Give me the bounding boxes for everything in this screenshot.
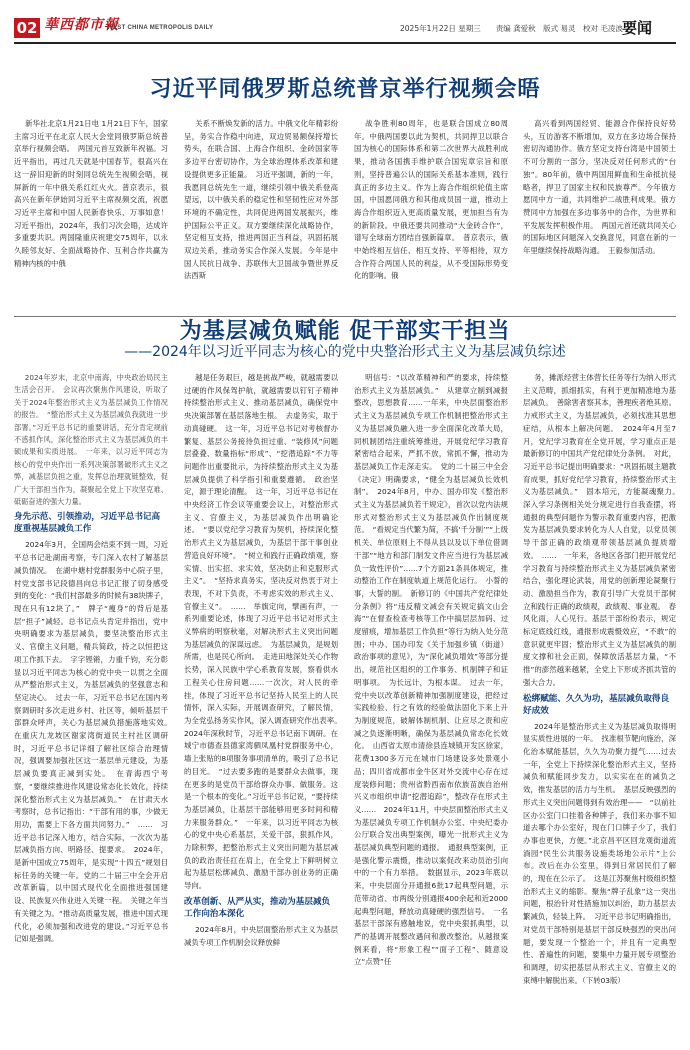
story2-headline: 为基层减负赋能 促干部实干担当	[179, 319, 511, 344]
story2-column-2	[184, 372, 346, 1034]
masthead	[0, 0, 690, 42]
story1-column-4	[523, 118, 676, 314]
section-label: 要闻	[622, 19, 653, 37]
story2-text-1: 2024年3月，全国两会结束不到一周，习近平总书记赴湖南考察，专门深入农村了解基层减负情况。 在湖中塘村党群服务中心院子里，村党支部书记段德昌向总书记汇报了切身感受到的变化：“我们村部最多的时候有38块牌子，现在只有12块了。” 牌子“瘦身”的背后是基层“担子”减轻。总书记点头肯定并指出，党中央明确要求为基层减负，要坚决整治形式主义、官僚主义问题，精兵简政，持之以恒把这项工作抓下去。 字字铿锵，力重千钧，充分彰显以习近平同志为核心的党中央一以贯之全面从严整治形式主义，为基层减负的坚强意志和坚定决心。 过去一年，习近平总书记在国内考察调研时多次走进乡村、社区等，倾听基层干部群众呼声，关心为基层减负措施落地实效。 在重庆九龙坡区谢家湾街道民主村社区调研时，习近平总书记详细了解社区综合治理情况，强调要加强社区这一基层单元建设，为基层减负要真正减到实处。 在青海西宁考察，“要继续推进作风建设常态化长效化，持续深化整治形式主义为基层减负。” 在甘肃天水考察时，总书记指出：“干部有用的事，少做无用功，需要上下各方面共同努力。” …… 习近平总书记深入地方，结合实际，一次次为基层减负指方向、明路径、提要求。 2024年，是新中国成立75周年，是实现“十四五”规划目标任务的关键一年。党的二十届三中全会开启改革新篇，以中国式现代化全面推进强国建设、民族复兴伟业进入关键一程。 关键之年当有关键之为。“推动高质量发展，推进中国式现代化，必须加强和改进党的建设。”习近平总书记如是强调。	[14, 540, 176, 944]
story2-lead: 2024年岁末，北京中南海，中央政治局民主生活会召开。 会议再次聚焦作风建设，听取了关于2024年整治形式主义为基层减负工作情况的报告。 “整治形式主义为基层减负我就进一步部署。”习近平总书记的重要讲话，充分肯定规前不惑抓作风，深化整治形式主义为基层减负的丰硕成果和实质进展。 一年来，以习近平同志为核心的党中央作出一系列决策部署破形式主义之弊，减基层负担之重，发挥总治理就链整效，促广大干部担当作为，凝聚起全党上下攻坚克难、砥砺奋进的强大力量。	[14, 373, 168, 507]
story1-text-4: 高兴看到两国经贸、能源合作保持良好势头，互访游客不断增加，双方在多边场合保持密切沟通协作。俄方坚定支持台湾是中国领土不可分割的一部分，坚决反对任何形式的“台独”。80年前，俄中两国用鲜血和生命抵抗侵略者，捍卫了国家主权和民族尊严。今年俄方愿同中方一道，共同维护二战胜利成果。俄方赞同中方加强在多边事务中的合作，为世界和平发展发挥积极作用。 两国元首还就共同关心的国际地区问题深入交换意见，同意在新的一年里继续保持战略沟通。 王毅参加活动。	[523, 119, 676, 256]
section-heading-3: 松绑赋能、久久为功，基层减负取得良好成效	[523, 693, 670, 716]
story2-subheadline: ——2024年以习近平同志为核心的党中央整治形式主义为基层减负综述	[124, 344, 566, 360]
story2-text-3: 明信号：“以改革精神和严的要求，持续整治形式主义为基层减负。” 从建章立制到减报整改，思想教育……一年来，中央层面整治形式主义为基层减负专项工作机制把整治形式主义为基层减负融入进一步全面深化改革大局，同机制团结注重统筹推进，开展党纪学习教育紧密结合起来，严抓不放，常抓不懈，推动为基层减负工作走深走实。 党的二十届三中全会《决定》明确要求，“健全为基层减负长效机制”。 2024年8月，中办、国办印发《整治形式主义为基层减负若干规定》，首次以党内法规形式对整治形式主义为基层减负作出制度规范。 “看规定当代繁为简，不搞‘千分制’”“上级机关、单位原则上不得从县以及以下单位借调干部”“地方和部门制发文件应当进行为基层减负一致性评价”……7个方面21条具体规定，推动整治工作在制度轨道上规范化运行。 小誓的事，大誓的制。 新修订的《中国共产党纪律处分条例》将“违反精文减会有关规定搞文山会海”“在督查检查考核等工作中搞层层加码、过度留痕，增加基层工作负担”等行为纳入处分范围；中办、国办印发《关于加强乡镇（街道）政治事项的意见》，为“深化减负增效”等部分提出，规范社区组织的工作事务、机制牌子和证明事项。 为长远计，为根本谋。 过去一年，党中央以改革创新精神加强制度建设，把经过实践检验、行之有效的经验做法固化下来上升为制度规范，破解体制机制、让应尽之责和应减之负逐渐明晰，确保为基层减负常态化长效化。 山西省太原市清徐县连城镇开发区徐家，花费1300多万元在城市门场建设多处景观小品；四川省成都市金牛区对外交流中心存在过度装修问题；贵州省黔西南布依族苗族自治州兴义市组织申请“挖潜追踪”，整改存在形式主义…… 2024年11月，中央层面整治形式主义为基层减负专项工作机制办公室、中央纪委办公厅联合发出典型案例，曝光一批形式主义为基层减负典型问题的通报。 通报典型案例，正是强化警示震慑，推动以案促改来动员治引向中的一个有力举措。 数据显示，2023年底以来，中央层面分开通报6批17起典型问题，示范带动省、市两级分别通报400余起和近2000起典型问题，释放动真碰硬的强烈信号。 一名基层干部深有感触地说，党中央狠抓典型，以严的基调开展整改遇问和激改整治。从越报案例来看，将“形象工程”“面子工程”、随意设立“点赞”任	[354, 373, 508, 967]
story1-text-1: 新华社北京1月21日电 1月21日下午，国家主席习近平在北京人民大会堂同俄罗斯总统普京举行视频会晤。 两国元首互致新年祝福。习近平指出，再过几天就是中国春节，很高兴在这一辞旧迎新的时刻同总统先生视频会晤，视屏新的一年中俄关系红红火火。普京表示，很高兴在新年伊始同习近平主席视频交流，祝愿习近平主席和中国人民新春快乐、万事如意！ 习近平指出，2024年，我们习次会晤，达成许多重要共识。两国隆重庆祝建交75周年，以永久睦邻友好、全面战略协作、互利合作共赢为精神内核的中俄	[14, 119, 176, 268]
story2-text-4b: 2024年是整治形式主义为基层减负取得明显实质性进展的一年。 找准根节靶向施治，深化治本赋能基层，久久为功聚力提气……过去一年，全党上下持续深化整治形式主义，坚持减负和赋能同步发力，以实实在在的减负之效，推发基层的活力与生机。 基层反映强烈的形式主义突出问题得到有效治理—— “以前社区办公室门口挂着各种牌子，我们来办事不知道去哪个办公室好，现在门口牌子少了，我们办事也更快，方便。”北京昌平区回龙观街道流淌园“民生公共服务设施类场地公示片”上公布。改后在办公室里，得到日常居民们了解的，现在在公示了。 这是江苏聚焦村级组织整治形式主义的缩影。聚焦“牌子乱象”这一突出问题，根治针对性措施加以纠治，助力基层去繁减负，轻装上阵。 习近平总书记明确指出，对党员干部特别是基层干部反映强烈的突出问题，要发现一个整治一个，并且有一定典型性、普遍性的问题，要集中力量开展专项整治和调理，切实把基层从形式主义、官僚主义的束缚中解脱出来。（下转03版）	[523, 721, 676, 985]
story-divider	[14, 316, 676, 317]
story2-column-1	[14, 372, 176, 1034]
story1-column-1	[14, 118, 176, 314]
header-rule	[14, 42, 676, 44]
newspaper-logo-english: WEST CHINA METROPOLIS DAILY	[107, 25, 214, 31]
story2-text-2b: 2024年8月，中央层面整治形式主义为基层减负专项工作机制会议释放鲜	[184, 924, 338, 947]
story1-headline: 习近平同俄罗斯总统普京举行视频会晤	[149, 77, 541, 102]
story1-column-3	[354, 118, 508, 314]
story2-column-3	[354, 372, 508, 1034]
issue-meta: 2025年1月22日 星期三 责编 龚爱秋 版式 易灵 校对 毛凌波	[400, 24, 623, 33]
story2-text-4: 务，摊派经营主体营长任务等行为纳入形式主义范畴，抓细抓实，有利于更加精准地为基层减负。 善除害者察其本，善理疾者绝其原。力戒形式主义，为基层减负，必须找准其思想症结，从根本上解决问题。 2024年4月至7月，党纪学习教育在全党开展，学习重点正是最新修订的中国共产党纪律处分条例。 对此，习近平总书记提出明确要求：“巩固拓展主题教育成果，抓好党纪学习教育，持续整治形式主义为基层减负。” 固本培元，方能凝魂聚力。 深入学习条例相关处分规定进行自我查摆，将通报的典型问题作为警示教育重要内容，把激发为基层减负要求转化为人人自觉，以党员领导干部正确的政绩观带领基层减负提质增效。 …… 一年来，各地区各部门把开展党纪学习教育与持续整治形式主义为基层减负紧密结合，强化理论武装，用党的创新理论凝聚行动、激励担当作为，教育引导广大党员干部树立和践行正确的政绩观，政绩观、事业观。 春风化雨，人心见行。基层干部纷纷表示，规定标定底线红线，通报形成震慑效应，“不敢”的意识就更牢固；整治形式主义为基层减负的制度文撑和社会正面，保障放活基层力量，“不推”的澎然越来越紧，全党上下形成齐抓共管的强大合力。	[523, 373, 684, 687]
page-number: 02	[14, 18, 40, 38]
story1-column-2	[184, 118, 338, 314]
section-heading-1: 身先示范、引领推动，习近平总书记高度重视基层减负工作	[14, 512, 161, 535]
story1-text-2: 关系不断焕发新的活力。中俄文化年精彩纷呈，务实合作稳中向进，双边贸易额保持增长势头，在联合国、上海合作组织、金砖国家等多边平台密切协作，为全球治理体系改革和建设提供更多正能量。 习近平强调，新的一年，我愿同总统先生一道，继续引领中俄关系登高望远，以中俄关系的稳定性和坚韧性应对外部环境的不确定性，共同促进两国发展振兴，维护国际公平正义。双方要继续深化战略协作，坚定相互支持，推进两国正当利益，巩固拓展双边关系，推动务实合作深入发展。今年是中国人民抗日战争、苏联伟大卫国战争暨世界反法西斯	[184, 119, 338, 281]
story2-column-4	[523, 372, 684, 1034]
section-heading-2: 改革创新、从严从实，推动为基层减负工作向治本深化	[184, 896, 331, 919]
newspaper-logo: 華西都市報	[44, 17, 119, 33]
story2-text-2: 越是任务艰巨，越是挑战严峻，就越需要以过硬的作风保驾护航，就越需要以钉钉子精神持续整治形式主义、推动基层减负，确保党中央决策部署在基层落地生根。 去虚务实，取于动真碰硬。 这一年，习近平总书记对考核督办繁复、基层公务接待负担过重、“装修风”问题层叠叠、数量指标“形成”、“挖潜追踪”不力等问题作出重要批示，为持续整治形式主义为基层减负提供了科学指引和重要遵循。 政治坚定，源于理论清醒。 这一年，习近平总书记在中央经济工作会议等重要会议上，对整治形式主义、官僚主义，为基层减负作出明确论述。 “要以党纪学习教育为契机，持续深化整治形式主义为基层减负，为基层干部干事创业营造良好环境”。 “树立和践行正确政绩观，察实情、出实招、求实效，坚决防止和克服形式主义”。 “坚持求真务实，坚决反对热衷于对上表现，不对下负责，不考虑实效的形式主义、官僚主义”。 …… 举旗定向，擘画有声，一系列重要论述，体现了习近平总书记对形式主义弊病的明察秋毫，对解决形式主义突出问题为基层减负的深谋远虑。 为基层减负，是规划所需，也是民心所向。 走进田地深处关心作物长势，深入民族中学心系教育发展，察看供水工程关心住房问题……一次次，对人民的牵挂，体现了习近平总书记坚持人民至上的人民情怀，深入实际，开展调查研究，了解民情，为全党弘扬务实作风，深入调查研究作出表率。 2024年深秋时节，习近平总书记南下调研。在城宁市德查县德家湾驷凤凰村党群服务中心，墙上张贴的8项服务事项清单的，吸引了总书记的目光。 “过去要多跑的是要群众去做事，现在更多的是党员干部给群众办事、做服务。这是一个根本的变化。”习近平总书记说，“要持续为基层减负，让基层干部能够用更多时间和精力来服务群众。” 一年来，以习近平同志为核心的党中央心系基层，关爱干部，狠抓作风，力除积弊，把整治形式主义突出问题为基层减负的政治责任扛在肩上，在全党上下鲜明树立起为基层松绑减负、激励干部办创业务的正确导向。	[184, 373, 346, 891]
story1-text-3: 战争胜利80周年，也是联合国成立80周年。中俄两国要以此为契机，共同捍卫以联合国为核心的国际体系和第二次世界大战胜利成果，推动各国携手维护联合国宪章宗旨和原则，坚持普遍公认的国际关系基本准则，践行真正的多边主义。作为上海合作组织轮值主席国，中国愿同俄方和其他成员国一道，推动上海合作组织迈入更高质量发展，更加担当有为的新阶段。中俄还要共同推动“大金砖合作”，谱写全球南方团结自强新篇章。 普京表示，俄中始终相互信任、相互支持、平等相待，双方合作符合两国人民的利益，从不受国际形势变化的影响。俄	[354, 119, 508, 281]
